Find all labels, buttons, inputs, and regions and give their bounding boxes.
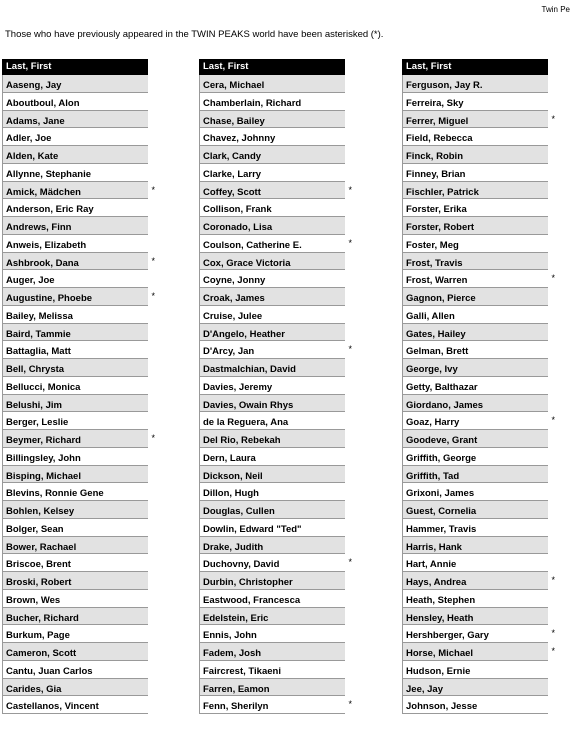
asterisk-mark: *	[551, 628, 555, 639]
table-row	[2, 696, 148, 714]
cast-name: Horse, Michael	[406, 648, 474, 659]
table-row	[402, 483, 548, 501]
cast-column-3	[402, 59, 555, 714]
cast-name: Cera, Michael	[203, 80, 265, 91]
table-row	[402, 288, 548, 306]
table-row	[199, 182, 352, 200]
cast-name: Bisping, Michael	[6, 470, 81, 482]
table-row	[199, 324, 345, 342]
asterisk-mark: *	[151, 255, 155, 266]
table-row	[2, 341, 148, 359]
table-row	[402, 164, 548, 182]
column-header: Last, First	[402, 59, 548, 75]
table-row	[199, 572, 345, 590]
cast-name: Galli, Allen	[406, 310, 455, 322]
cast-name: Drake, Judith	[203, 541, 264, 553]
table-row	[199, 75, 345, 93]
table-row	[402, 590, 548, 608]
cast-name: Jee, Jay	[406, 683, 443, 695]
cast-name: Goaz, Harry	[406, 417, 460, 429]
cast-name: Ferreira, Sky	[406, 97, 464, 109]
table-row	[199, 111, 345, 129]
asterisk-mark: *	[551, 273, 555, 284]
asterisk-mark: *	[151, 184, 155, 195]
cast-name: Andrews, Finn	[6, 222, 72, 233]
table-row	[2, 306, 148, 324]
table-row	[199, 483, 345, 501]
cast-name: D'Arcy, Jan	[203, 346, 255, 358]
cast-name: Hudson, Ernie	[406, 665, 471, 677]
table-row	[2, 483, 148, 501]
cast-name: Faircrest, Tikaeni	[203, 665, 281, 677]
table-row	[402, 395, 548, 413]
table-row	[199, 696, 352, 714]
cast-name: Collison, Frank	[203, 204, 272, 216]
cast-name: Douglas, Cullen	[203, 506, 275, 517]
table-row	[199, 253, 345, 271]
table-row	[402, 537, 548, 555]
table-row	[199, 625, 345, 643]
cast-name: Finck, Robin	[406, 151, 463, 162]
cast-name: Fischler, Patrick	[406, 186, 479, 198]
cast-name: George, Ivy	[406, 364, 458, 375]
cast-name: Briscoe, Brent	[6, 559, 71, 571]
table-row	[199, 270, 345, 288]
cast-rows	[199, 75, 352, 714]
table-row	[2, 182, 155, 200]
asterisk-mark: *	[348, 184, 352, 195]
cast-name: Grixoni, James	[406, 488, 475, 500]
cast-name: Finney, Brian	[406, 168, 466, 180]
cast-name: Clark, Candy	[203, 151, 262, 162]
cast-name: Alden, Kate	[6, 151, 59, 162]
cast-name: Hammer, Travis	[406, 523, 477, 535]
cast-name: Fadem, Josh	[203, 648, 262, 659]
table-row	[2, 572, 148, 590]
cast-name: Foster, Meg	[406, 239, 459, 251]
cast-name: Croak, James	[203, 293, 265, 304]
table-row	[402, 430, 548, 448]
cast-name: Giordano, James	[406, 399, 484, 411]
table-row	[2, 128, 148, 146]
cast-name: Coulson, Catherine E.	[203, 239, 302, 251]
asterisk-mark: *	[348, 699, 352, 710]
table-row	[402, 661, 548, 679]
cast-name: Castellanos, Vincent	[6, 701, 99, 713]
table-row	[199, 93, 345, 111]
table-row	[402, 608, 548, 626]
table-row	[402, 377, 548, 395]
cast-name: Davies, Jeremy	[203, 381, 273, 393]
table-row	[199, 341, 352, 359]
cast-name: Bolger, Sean	[6, 523, 64, 535]
cast-name: Hays, Andrea	[406, 577, 467, 588]
cast-name: Guest, Cornelia	[406, 506, 477, 517]
cast-name: Griffith, Tad	[406, 470, 460, 482]
table-row	[2, 412, 148, 430]
cast-name: Beymer, Richard	[6, 435, 81, 446]
table-row	[402, 182, 548, 200]
table-row	[402, 306, 548, 324]
cast-name: Griffith, George	[406, 452, 477, 464]
page-header-label: Twin Pe	[541, 5, 570, 14]
table-row	[2, 590, 148, 608]
cast-name: Ennis, John	[203, 630, 257, 642]
cast-name: Bower, Rachael	[6, 541, 77, 553]
table-row	[199, 501, 345, 519]
cast-name: Burkum, Page	[6, 630, 70, 642]
table-row	[2, 608, 148, 626]
table-row	[199, 235, 352, 253]
cast-name: Clarke, Larry	[203, 168, 262, 180]
table-row	[2, 253, 155, 271]
table-row	[402, 199, 548, 217]
table-row	[402, 519, 548, 537]
cast-name: Frost, Warren	[406, 275, 468, 287]
table-row	[199, 661, 345, 679]
table-row	[402, 146, 548, 164]
cast-name: Carides, Gia	[6, 683, 62, 695]
cast-name: Dowlin, Edward "Ted"	[203, 523, 302, 535]
table-row	[2, 75, 148, 93]
table-row	[2, 554, 148, 572]
cast-name: Eastwood, Francesca	[203, 594, 301, 606]
cast-name: Goodeve, Grant	[406, 435, 478, 446]
asterisk-mark: *	[551, 646, 555, 656]
table-row	[199, 466, 345, 484]
cast-name: Cox, Grace Victoria	[203, 257, 291, 269]
table-row	[402, 696, 548, 714]
cast-name: Bellucci, Monica	[6, 381, 81, 393]
table-row	[2, 430, 155, 448]
table-row	[199, 377, 345, 395]
cast-name: Dillon, Hugh	[203, 488, 259, 500]
cast-name: Duchovny, David	[203, 559, 280, 571]
cast-name: Blevins, Ronnie Gene	[6, 488, 104, 500]
table-row	[199, 199, 345, 217]
cast-name: Bell, Chrysta	[6, 364, 65, 375]
table-row	[402, 93, 548, 111]
asterisk-mark: *	[348, 344, 352, 355]
asterisk-mark: *	[551, 113, 555, 124]
cast-name: Durbin, Christopher	[203, 577, 293, 588]
table-row	[402, 324, 548, 342]
cast-name: Berger, Leslie	[6, 417, 69, 429]
table-row	[2, 164, 148, 182]
table-row	[2, 288, 155, 306]
table-row	[2, 199, 148, 217]
table-row	[402, 75, 548, 93]
cast-name: Heath, Stephen	[406, 594, 476, 606]
table-row	[199, 554, 352, 572]
cast-column-2	[199, 59, 352, 714]
table-row	[402, 625, 555, 643]
cast-name: Broski, Robert	[6, 577, 72, 588]
cast-name: Bohlen, Kelsey	[6, 506, 75, 517]
cast-name: Getty, Balthazar	[406, 381, 478, 393]
cast-name: Battaglia, Matt	[6, 346, 71, 358]
cast-name: Harris, Hank	[406, 541, 462, 553]
table-row	[2, 324, 148, 342]
table-row	[402, 501, 548, 519]
table-row	[2, 501, 148, 519]
cast-name: Dickson, Neil	[203, 470, 263, 482]
cast-name: Gagnon, Pierce	[406, 293, 476, 304]
cast-name: Chavez, Johnny	[203, 133, 276, 145]
table-row	[402, 554, 548, 572]
cast-rows	[2, 75, 155, 714]
table-row	[199, 590, 345, 608]
table-row	[2, 643, 148, 661]
cast-name: Dastmalchian, David	[203, 364, 296, 375]
table-row	[402, 643, 555, 661]
table-row	[2, 395, 148, 413]
column-header: Last, First	[199, 59, 345, 75]
cast-name: Bucher, Richard	[6, 612, 79, 624]
cast-name: D'Angelo, Heather	[203, 328, 285, 340]
cast-name: Ashbrook, Dana	[6, 257, 79, 269]
table-row	[2, 111, 148, 129]
cast-name: Gelman, Brett	[406, 346, 469, 358]
table-row	[402, 359, 548, 377]
table-row	[2, 537, 148, 555]
cast-name: Johnson, Jesse	[406, 701, 478, 713]
cast-column-1	[2, 59, 155, 714]
cast-name: Anweis, Elizabeth	[6, 239, 87, 251]
table-row	[199, 537, 345, 555]
table-row	[402, 111, 555, 129]
table-row	[2, 466, 148, 484]
table-row	[2, 625, 148, 643]
cast-name: Belushi, Jim	[6, 399, 62, 411]
cast-name: Augustine, Phoebe	[6, 293, 93, 304]
table-row	[199, 608, 345, 626]
table-row	[199, 412, 345, 430]
cast-name: Davies, Owain Rhys	[203, 399, 294, 411]
cast-name: Allynne, Stephanie	[6, 168, 91, 180]
table-row	[402, 235, 548, 253]
table-row	[2, 661, 148, 679]
cast-name: Chase, Bailey	[203, 115, 265, 127]
cast-name: Aboutboul, Alon	[6, 97, 80, 109]
cast-name: Forster, Erika	[406, 204, 467, 216]
table-row	[402, 412, 555, 430]
cast-name: Amick, Mädchen	[6, 186, 81, 198]
table-row	[402, 448, 548, 466]
asterisk-mark: *	[348, 557, 352, 568]
table-row	[199, 146, 345, 164]
table-row	[2, 519, 148, 537]
table-row	[2, 217, 148, 235]
table-row	[199, 306, 345, 324]
table-row	[199, 643, 345, 661]
cast-name: Fenn, Sherilyn	[203, 701, 269, 713]
cast-name: Billingsley, John	[6, 452, 81, 464]
table-row	[2, 359, 148, 377]
cast-name: Hensley, Heath	[406, 612, 474, 624]
cast-name: Coffey, Scott	[203, 186, 261, 198]
table-row	[199, 395, 345, 413]
table-row	[2, 235, 148, 253]
asterisk-mark: *	[151, 291, 155, 301]
cast-name: Brown, Wes	[6, 594, 61, 606]
cast-name: Coyne, Jonny	[203, 275, 266, 287]
cast-name: Cantu, Juan Carlos	[6, 665, 93, 677]
cast-name: Forster, Robert	[406, 222, 475, 233]
asterisk-mark: *	[348, 237, 352, 248]
table-row	[199, 217, 345, 235]
cast-name: Gates, Hailey	[406, 328, 466, 340]
table-row	[199, 519, 345, 537]
cast-name: Frost, Travis	[406, 257, 463, 269]
table-row	[2, 93, 148, 111]
cast-rows	[402, 75, 555, 714]
asterisk-mark: *	[151, 433, 155, 443]
column-header: Last, First	[2, 59, 148, 75]
cast-name: Coronado, Lisa	[203, 222, 273, 233]
table-row	[402, 466, 548, 484]
table-row	[2, 679, 148, 697]
table-row	[402, 253, 548, 271]
table-row	[2, 377, 148, 395]
table-row	[199, 359, 345, 377]
cast-name: Bailey, Melissa	[6, 310, 73, 322]
cast-name: Hart, Annie	[406, 559, 457, 571]
cast-name: Anderson, Eric Ray	[6, 204, 94, 216]
table-row	[402, 341, 548, 359]
table-row	[2, 270, 148, 288]
cast-name: Del Rio, Rebekah	[203, 435, 281, 446]
cast-name: Adams, Jane	[6, 115, 65, 127]
table-row	[402, 572, 555, 590]
table-row	[199, 679, 345, 697]
cast-name: Baird, Tammie	[6, 328, 71, 340]
cast-name: Adler, Joe	[6, 133, 52, 145]
table-row	[402, 679, 548, 697]
table-row	[402, 217, 548, 235]
asterisk-note: Those who have previously appeared in the TWIN PEAKS world have been asterisked (*).	[5, 29, 384, 40]
cast-name: Hershberger, Gary	[406, 630, 489, 642]
cast-name: Field, Rebecca	[406, 133, 473, 145]
cast-name: Farren, Eamon	[203, 683, 270, 695]
asterisk-mark: *	[551, 575, 555, 585]
table-row	[199, 430, 345, 448]
cast-name: Ferguson, Jay R.	[406, 80, 483, 91]
table-row	[199, 448, 345, 466]
asterisk-mark: *	[551, 415, 555, 426]
cast-name: Dern, Laura	[203, 452, 256, 464]
cast-name: Chamberlain, Richard	[203, 97, 302, 109]
cast-name: Auger, Joe	[6, 275, 55, 287]
cast-name: Aaseng, Jay	[6, 80, 62, 91]
cast-name: Edelstein, Eric	[203, 612, 269, 624]
table-row	[2, 146, 148, 164]
cast-name: Ferrer, Miguel	[406, 115, 469, 127]
table-row	[199, 164, 345, 182]
cast-name: Cruise, Julee	[203, 310, 263, 322]
table-row	[402, 128, 548, 146]
cast-name: de la Reguera, Ana	[203, 417, 289, 429]
table-row	[2, 448, 148, 466]
table-row	[199, 288, 345, 306]
cast-name: Cameron, Scott	[6, 648, 77, 659]
table-row	[402, 270, 555, 288]
table-row	[199, 128, 345, 146]
